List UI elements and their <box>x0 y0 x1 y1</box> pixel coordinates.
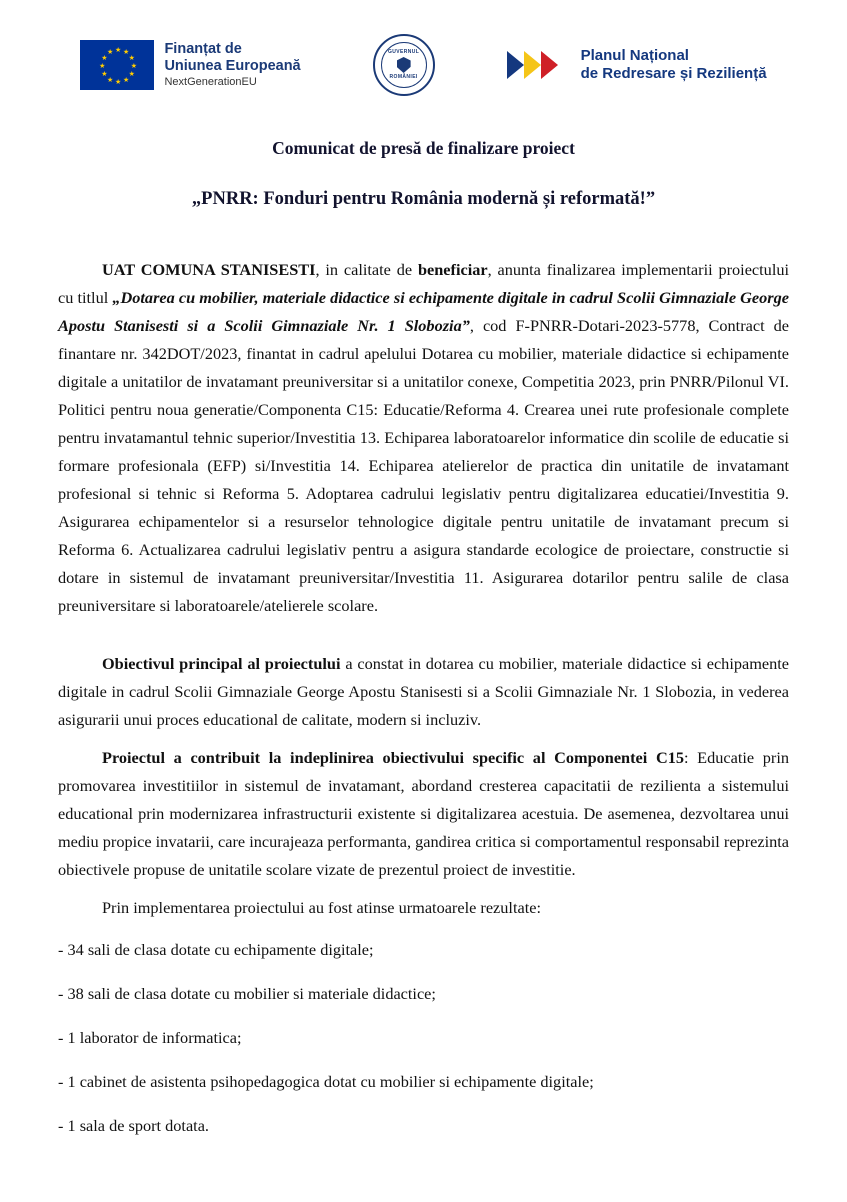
pnrr-logo-line2: de Redresare și Reziliență <box>580 65 767 82</box>
gov-crest-shape <box>397 57 411 73</box>
beneficiary-role: beneficiar <box>417 260 488 279</box>
eu-funding-logo <box>80 40 300 90</box>
funding-logo-bar <box>58 28 789 102</box>
list-item: - 1 sala de sport dotata. <box>58 1116 210 1136</box>
project-title: „Dotarea cu mobilier, materiale didactice si echipamente digitale in cadrul Scolii Gimnaziale George Apostu Stanisesti si a Scolii Gimnaziale Nr. 1 Slobozia” <box>58 288 789 336</box>
pnrr-flag-icon <box>507 47 571 83</box>
paragraph-intro-text-a: , in calitate de <box>315 260 418 279</box>
paragraph-objective <box>58 650 789 734</box>
list-item: - 1 cabinet de asistenta psihopedagogica dotat cu mobilier si echipamente digitale; <box>58 1072 594 1092</box>
page-subtitle: „PNRR: Fonduri pentru România modernă și reformată!” <box>191 189 656 209</box>
eu-logo-line1: Finanțat de <box>164 41 242 57</box>
gov-seal-bottom-text: ROMÂNIEI <box>389 74 418 80</box>
romania-government-seal-icon <box>373 34 435 96</box>
list-item: - 34 sali de clasa dotate cu echipamente digitale; <box>58 940 374 960</box>
pnrr-logo-line1: Planul Național <box>580 47 689 64</box>
pnrr-triangle-blue <box>507 51 524 79</box>
paragraph-intro <box>58 256 789 620</box>
contribution-text: : Educatie prin promovarea investitiilor in sistemul de invatamant, abordand cresterea capacitatii de rezilienta a sistemului educational prin modernizarea infrastructurii existente si digitalizarea acestuia. De asemenea, dezvoltarea unui mediu propice invatarii, care incurajeaza performanta, gandirea critica si comportamentul responsabil reprezinta obiectivele propuse de unitatile scolare vizate de prezentul proiect de investitie. <box>58 748 789 880</box>
eu-flag-icon: ★ ★ ★ ★ ★ ★ ★ ★ ★ ★ ★ ★ <box>80 40 154 90</box>
government-logo <box>373 34 435 96</box>
paragraph-results-intro: Prin implementarea proiectului au fost atinse urmatoarele rezultate: <box>102 898 541 918</box>
document-body <box>58 256 789 1140</box>
eu-logo-line3: NextGenerationEU <box>164 76 257 89</box>
pnrr-triangle-red <box>541 51 558 79</box>
contribution-heading: Proiectul a contribuit la indeplinirea obiectivului specific al Componentei C15 <box>102 748 684 768</box>
list-item: - 1 laborator de informatica; <box>58 1028 242 1048</box>
gov-seal-top-text: GUVERNUL <box>387 49 420 55</box>
paragraph-contribution <box>58 744 789 884</box>
pnrr-logo <box>507 47 767 83</box>
list-item: - 38 sali de clasa dotate cu mobilier si materiale didactice; <box>58 984 436 1004</box>
pnrr-triangle-yellow <box>524 51 541 79</box>
objective-heading: Obiectivul principal al proiectului <box>102 654 341 674</box>
paragraph-intro-text-c: , cod F-PNRR-Dotari-2023-5778, Contract de finantare nr. 342DOT/2023, finantat in cadrul apelului Dotarea cu mobilier, materiale didactice si echipamente digitale a unitatilor de invatamant preuniversitar si a unitatilor conexe, Competitia 2023, prin PNRR/Pilonul VI. Politici pentru noua generatie/Componenta C15: Educatie/Reforma 4. Crearea unei rute profesionale complete pentru invatamantul tehnic superior/Investitia 13. Echiparea laboratoarelor informatice din scolile de educatie si formare profesionala (EFP) si/Investitia 14. Echiparea atelierelor de practica din unitatile de invatamant profesional si tehnic si Reforma 5. Adoptarea cadrului legislativ pentru digitalizarea educatiei/Investitia 9. Asigurarea echipamentelor si a resurselor tehnologice digitale pentru unitatile de invatamant precum si Reforma 6. Actualizarea cadrului legislativ pentru a asigura standarde ecologice de proiectare, constructie si dotare in sistemul de invatamant preuniversitar/Investitia 11. Asigurarea dotarilor pentru salile de clasa preuniversitare si laboratoarele/atelierele scolare. <box>58 316 789 616</box>
eu-logo-line2: Uniunea Europeană <box>164 57 301 74</box>
objective-text: a constat in dotarea cu mobilier, materiale didactice si echipamente digitale in cadrul Scolii Gimnaziale George Apostu Stanisesti si a Scolii Gimnaziale Nr. 1 Slobozia, in vederea asigurarii unui proces educational de calitate, modern si incluziv. <box>58 654 789 730</box>
paragraph-intro-text-b: , anunta finalizarea implementarii proiectului cu titlul <box>58 260 790 308</box>
beneficiary-name: UAT COMUNA STANISESTI <box>102 260 316 279</box>
page-title: Comunicat de presă de finalizare proiect <box>272 138 575 158</box>
results-list <box>58 936 789 1140</box>
